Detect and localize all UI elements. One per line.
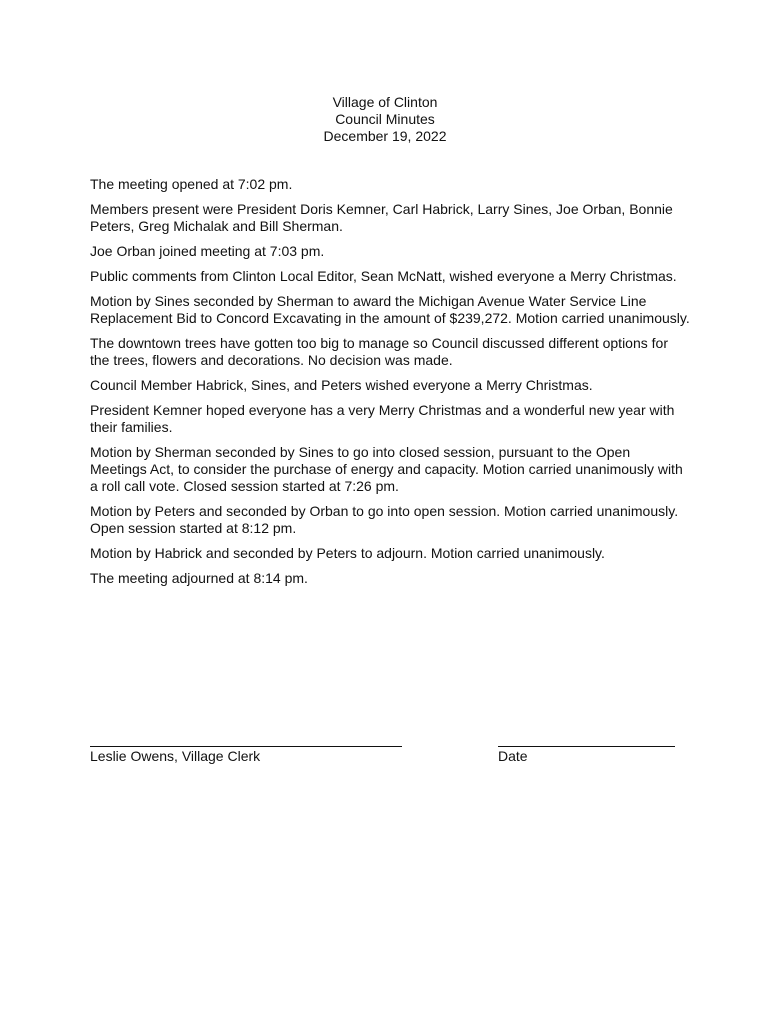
minutes-paragraph: Motion by Peters and seconded by Orban to go into open session. Motion carried unanimously. Open session started at 8:12 pm. (90, 503, 679, 536)
header-document-type: Council Minutes (335, 111, 435, 127)
minutes-paragraph: Motion by Sherman seconded by Sines to go into closed session, pursuant to the Open Meetings Act, to consider the purchase of energy and capacity. Motion carried unanimously with a roll call vote. Closed session started at 7:26 pm. (90, 444, 683, 494)
minutes-paragraph: Motion by Sines seconded by Sherman to award the Michigan Avenue Water Service Line Replacement Bid to Concord Excavating in the amount of $239,272. Motion carried unanimously. (90, 293, 690, 326)
clerk-signature-line (90, 730, 402, 747)
date-signature-label: Date (498, 748, 528, 764)
header-meeting-date: December 19, 2022 (323, 128, 447, 144)
clerk-signature-label: Leslie Owens, Village Clerk (90, 748, 261, 764)
minutes-paragraph: Motion by Habrick and seconded by Peters to adjourn. Motion carried unanimously. (90, 545, 605, 561)
minutes-paragraph: The meeting opened at 7:02 pm. (90, 176, 293, 192)
document-header (0, 94, 770, 145)
clerk-signature-block (90, 730, 402, 765)
minutes-paragraph: Public comments from Clinton Local Editor, Sean McNatt, wished everyone a Merry Christmas. (90, 268, 677, 284)
minutes-paragraph: Joe Orban joined meeting at 7:03 pm. (90, 243, 325, 259)
date-signature-block (498, 730, 675, 765)
date-signature-line (498, 730, 675, 747)
minutes-body (90, 176, 690, 595)
minutes-paragraph: President Kemner hoped everyone has a very Merry Christmas and a wonderful new year with their families. (90, 402, 675, 435)
minutes-paragraph: Members present were President Doris Kemner, Carl Habrick, Larry Sines, Joe Orban, Bonnie Peters, Greg Michalak and Bill Sherman. (90, 201, 673, 234)
header-village-name: Village of Clinton (332, 94, 438, 110)
minutes-paragraph: The downtown trees have gotten too big to manage so Council discussed different options for the trees, flowers and decorations. No decision was made. (90, 335, 668, 368)
minutes-paragraph: Council Member Habrick, Sines, and Peters wished everyone a Merry Christmas. (90, 377, 593, 393)
minutes-paragraph: The meeting adjourned at 8:14 pm. (90, 570, 308, 586)
